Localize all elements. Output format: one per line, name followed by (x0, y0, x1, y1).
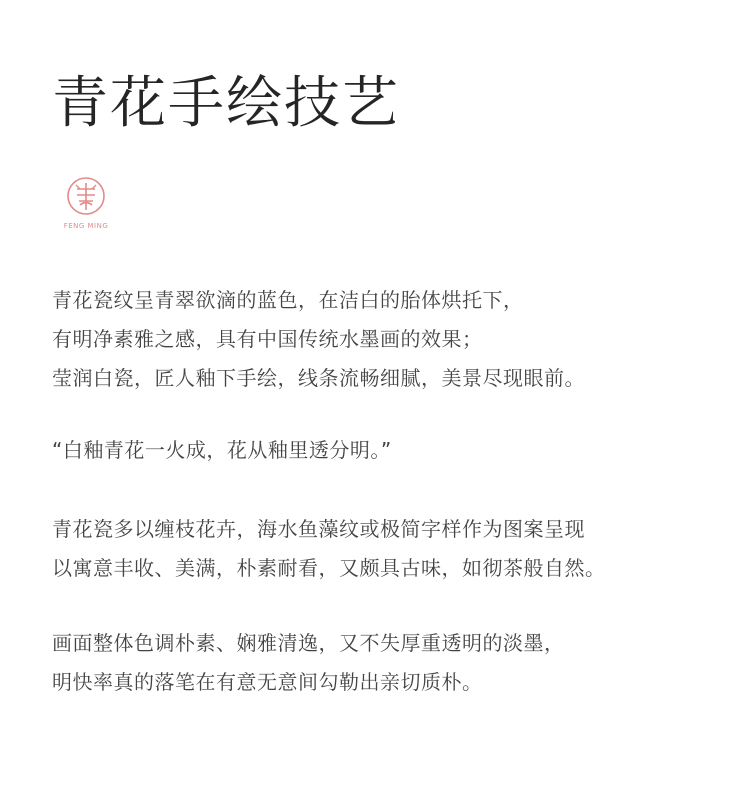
logo-caption: FENG MING (63, 222, 109, 230)
paragraph-line: 明快率真的落笔在有意无意间勾勒出亲切质朴。 (52, 670, 483, 694)
paragraph-line: 青花瓷纹呈青翠欲滴的蓝色，在洁白的胎体烘托下， (52, 288, 524, 312)
paragraph-line: 青花瓷多以缠枝花卉，海水鱼藻纹或极简字样作为图案呈现 (52, 517, 585, 541)
paragraph-line: 有明净素雅之感，具有中国传统水墨画的效果； (52, 327, 483, 351)
paragraph-line: 画面整体色调朴素、娴雅清逸，又不失厚重透明的淡墨， (52, 631, 565, 655)
paragraph-line: 以寓意丰收、美满，朴素耐看，又颇具古味，如彻茶般自然。 (52, 556, 606, 580)
paragraph-quote (52, 431, 392, 470)
paragraph-patterns (52, 510, 606, 588)
paragraph-line: 莹润白瓷，匠人釉下手绘，线条流畅细腻，美景尽现眼前。 (52, 366, 585, 390)
paragraph-intro (52, 281, 585, 398)
brand-logo (58, 174, 114, 234)
quote-line: “白釉青花一火成，花从釉里透分明。” (52, 438, 392, 462)
paragraph-style (52, 624, 565, 702)
seal-icon (64, 174, 108, 218)
page-title: 青花手绘技艺 (52, 71, 400, 136)
